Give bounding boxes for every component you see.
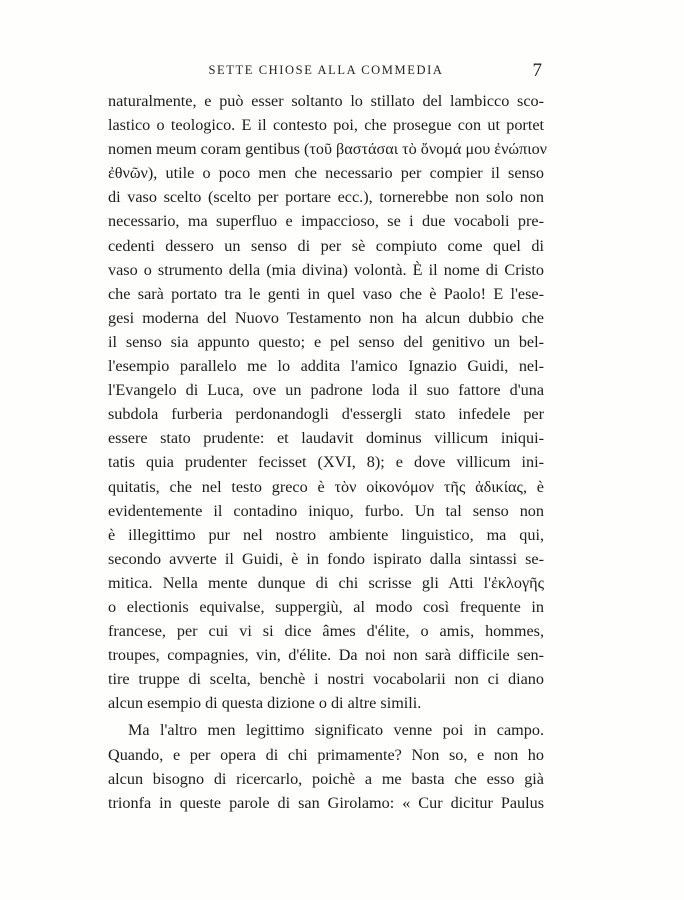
text-line: o electionis equivalse, suppergiù, al modo così frequente in <box>108 597 544 616</box>
text-line: alcun bisogno di ricercarlo, poichè a me basta che esso già <box>108 769 544 788</box>
text-line: di vaso scelto (scelto per portare ecc.), tornerebbe non solo non <box>108 188 544 207</box>
text-line: naturalmente, e può esser soltanto lo stillato del lambicco sco- <box>108 92 544 110</box>
text-line: Quando, e per opera di chi primamente? Non so, e non ho <box>108 745 544 764</box>
text-line: troupes, compagnies, vin, d'élite. Da noi non sarà difficile sen- <box>108 646 544 665</box>
text-line: tatis quia prudenter fecisset (XVI, 8); e dove villicum ini- <box>108 453 544 472</box>
text-line: vaso o strumento della (mia divina) volontà. È il nome di Cristo <box>108 260 544 279</box>
text-line: gesi moderna del Nuovo Testamento non ha alcun dubbio che <box>108 308 544 327</box>
text-line: mitica. Nella mente dunque di chi scrisse gli Atti l'ἐκλογῆς <box>108 573 544 592</box>
running-head <box>110 60 542 84</box>
running-title: SETTE CHIOSE ALLA COMMEDIA <box>208 63 444 77</box>
text-line: l'esempio parallelo me lo addita l'amico Ignazio Guidi, nel- <box>108 357 544 376</box>
text-line: alcun esempio di questa dizione o di altre simili. <box>108 694 422 713</box>
text-line: ἐθνῶν), utile o poco men che necessario per compier il senso <box>108 164 544 183</box>
text-line: cedenti dessero un senso di per sè compiuto come quel di <box>108 236 544 255</box>
text-line: tire truppe di scelta, benchè i nostri vocabolarii non ci diano <box>108 670 544 689</box>
text-line: evidentemente il contadino iniquo, furbo. Un tal senso non <box>108 501 544 520</box>
page-number: 7 <box>532 60 542 81</box>
text-line: secondo avverte il Guidi, è in fondo ispirato dalla sintassi se- <box>108 549 544 568</box>
text-line: quitatis, che nel testo greco è τὸν οἰκονόμον τῆς ἀδικίας, è <box>108 477 544 496</box>
text-line: necessario, ma superfluo e impaccioso, se i due vocaboli pre- <box>108 212 544 231</box>
text-line: Ma l'altro men legittimo significato venne poi in campo. <box>128 721 544 740</box>
text-line: lastico o teologico. E il contesto poi, che prosegue con ut portet <box>108 116 544 135</box>
text-line: l'Evangelo di Luca, ove un padrone loda il suo fattore d'una <box>108 381 544 400</box>
text-line: francese, per cui vi si dice âmes d'élite, o amis, hommes, <box>108 622 544 641</box>
text-line: essere stato prudente: et laudavit dominus villicum iniqui- <box>108 429 544 448</box>
text-line: nomen meum coram gentibus (τοῦ βαστάσαι τὸ ὄνομά μου ἐνώπιον <box>108 140 547 159</box>
text-line: che sarà portato tra le genti in quel vaso che è Paolo! E l'ese- <box>108 284 544 303</box>
text-line: subdola furberia perdonandogli d'essergli stato infedele per <box>108 405 544 424</box>
text-line: il senso sia appunto questo; e pel senso del genitivo un bel- <box>108 332 544 351</box>
text-line: trionfa in queste parole di san Girolamo: « Cur dicitur Paulus <box>108 793 544 812</box>
body-text <box>108 89 547 815</box>
text-line: è illegittimo pur nel nostro ambiente linguistico, ma qui, <box>108 525 544 544</box>
